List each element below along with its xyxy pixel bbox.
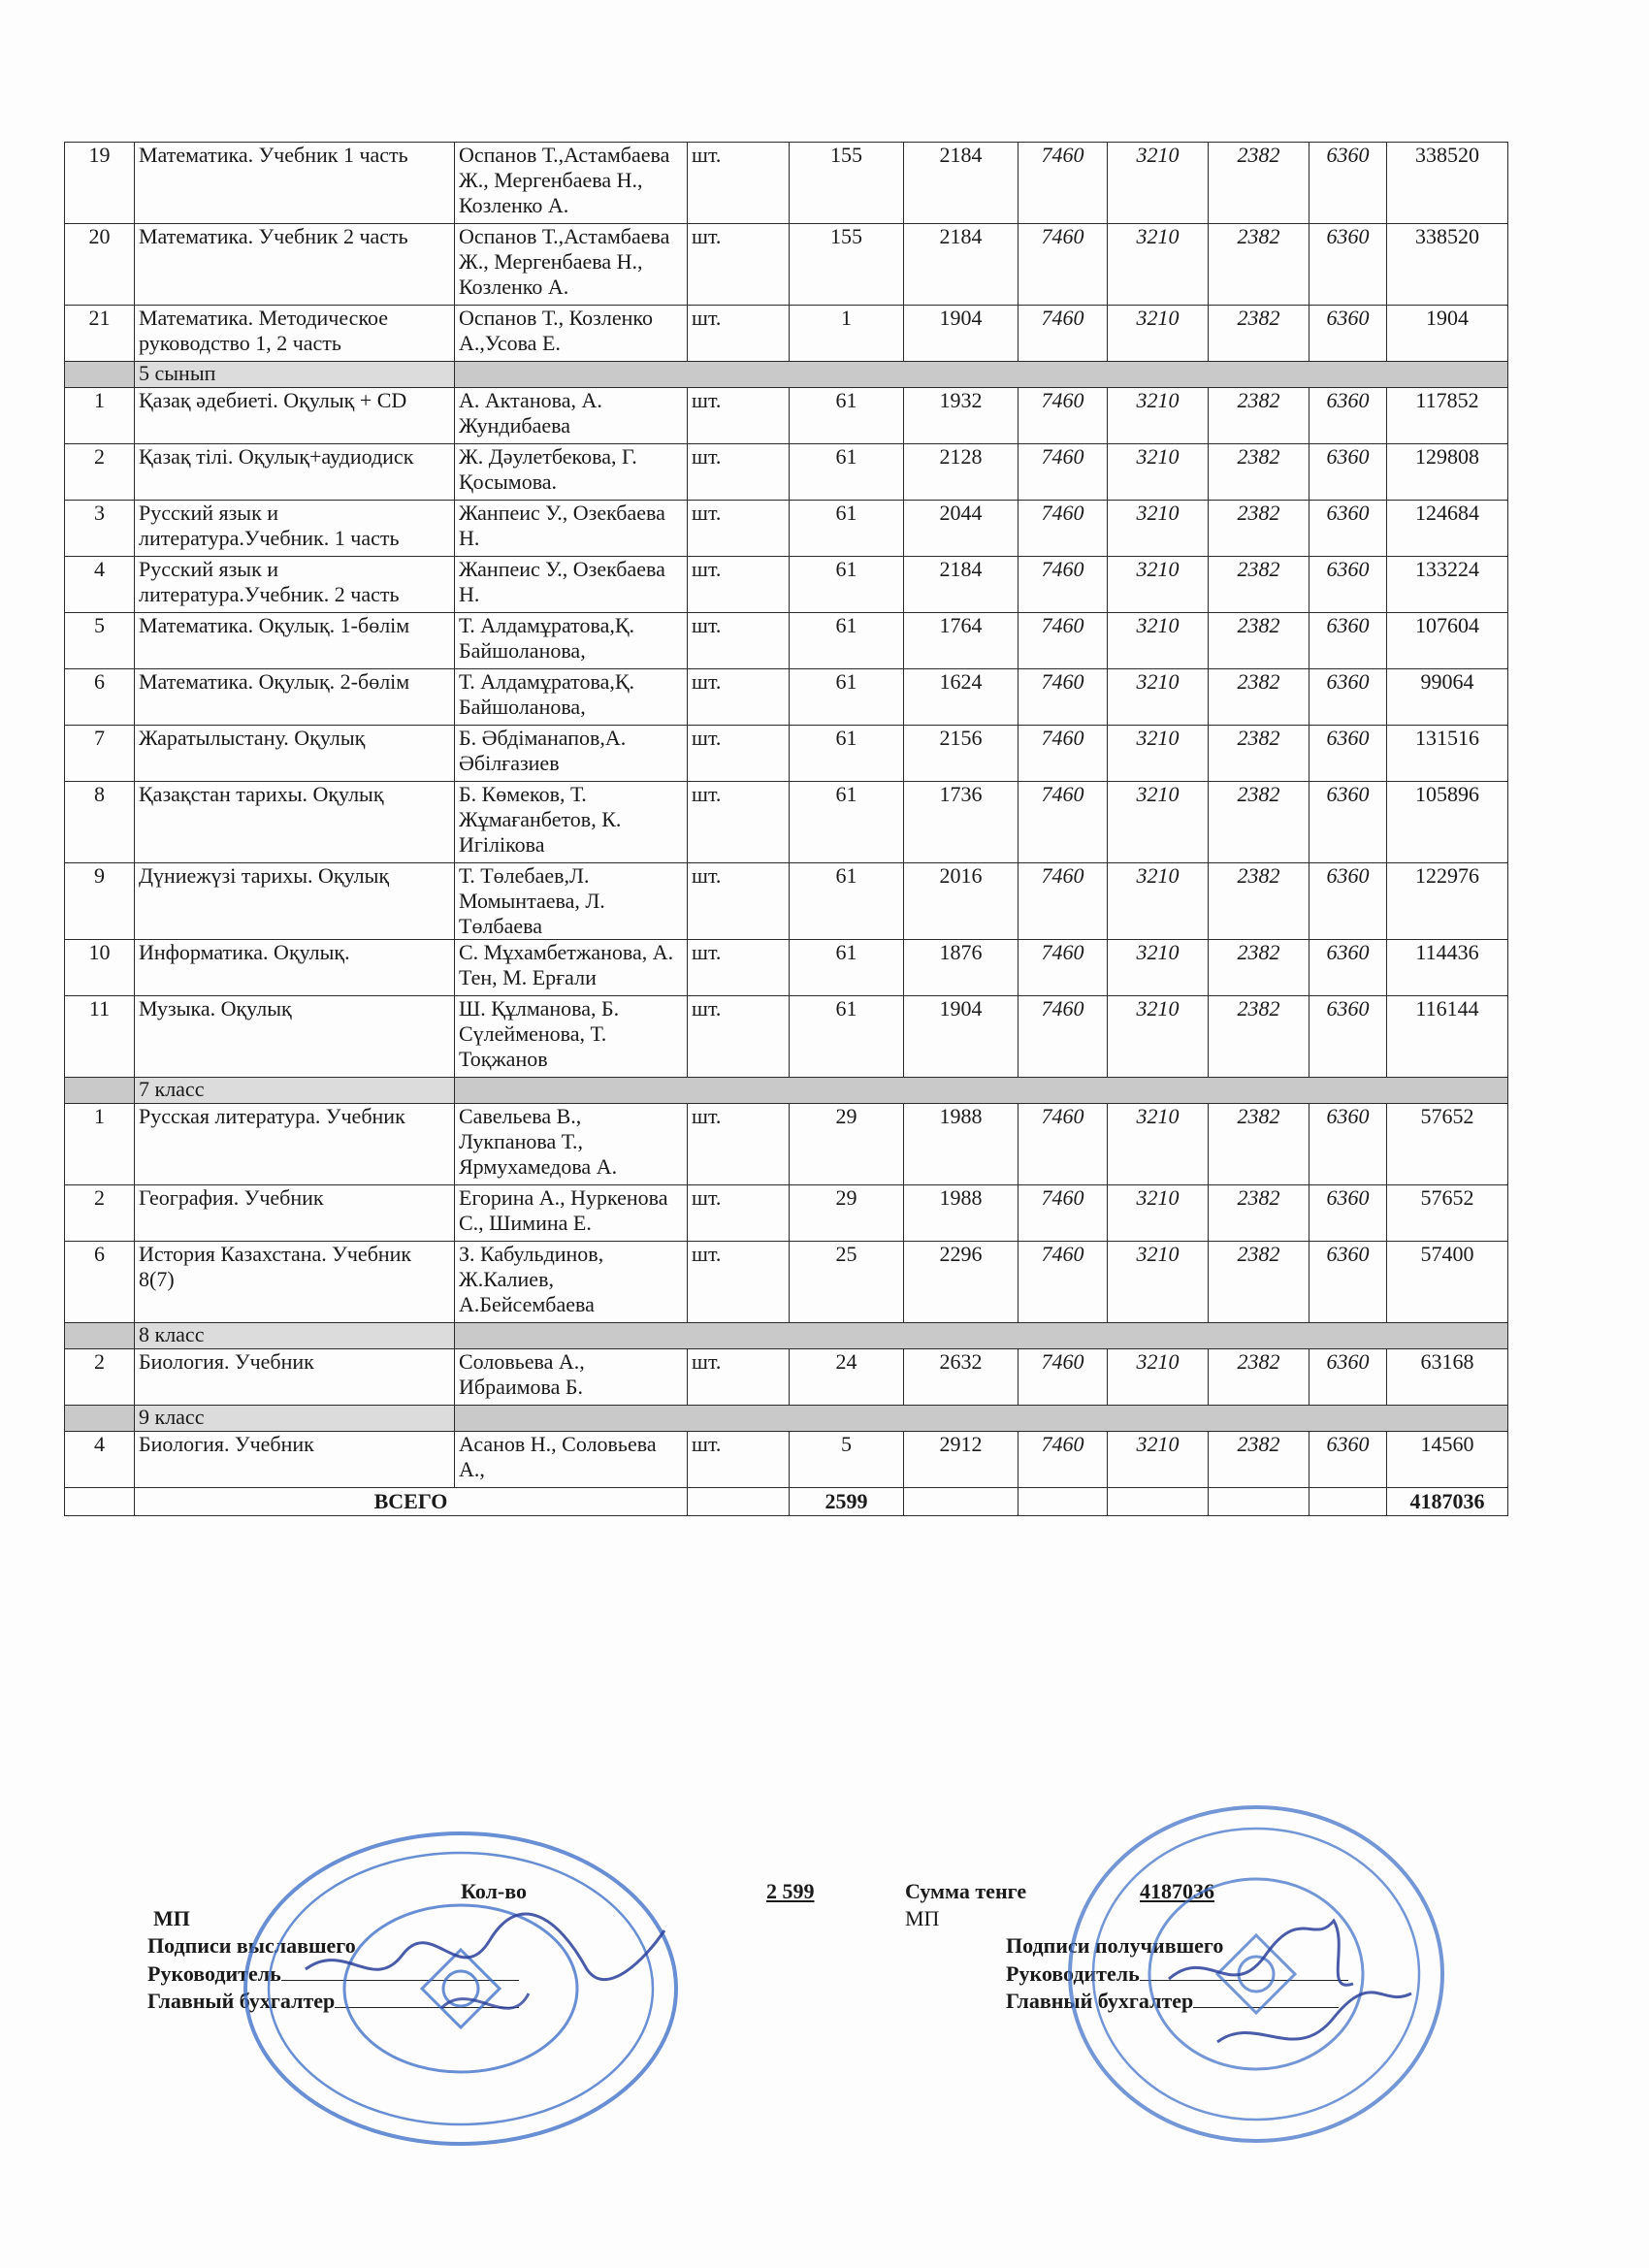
cell-c4: 6360 [1310,1242,1387,1323]
unit: шт. [688,996,790,1078]
cell-c1: 7460 [1018,388,1108,444]
book-title: Дүниежүзі тарихы. Оқулық [135,863,455,940]
cell-price: 2016 [904,863,1018,940]
issuer-accountant: Главный бухгалтер [147,1989,336,2013]
unit: шт. [688,863,790,940]
row-number: 5 [65,613,135,669]
row-number: 20 [65,224,135,306]
cell-price: 2184 [904,143,1018,224]
issuer-head: Руководитель [147,1961,281,1986]
cell-price: 2912 [904,1432,1018,1488]
cell-c3: 2382 [1209,1432,1310,1488]
section-fill-cell [65,1406,135,1432]
book-title: География. Учебник [135,1185,455,1242]
book-title: Информатика. Оқулық. [135,940,455,996]
cell-price: 2184 [904,557,1018,613]
cell-c2: 3210 [1108,1104,1209,1185]
book-authors: Оспанов Т.,Астамбаева Ж., Мергенбаева Н., Козленко А. [455,143,688,224]
section-fill-cell [455,362,1508,388]
book-authors: Асанов Н., Соловьева А., [455,1432,688,1488]
cell-c4: 6360 [1310,306,1387,362]
cell-c3: 2382 [1209,501,1310,557]
kol-vo-label: Кол-во [461,1879,527,1903]
table-row [65,444,1508,501]
table-row [65,1349,1508,1406]
quantity: 61 [790,782,904,863]
book-title: Қазақ әдебиеті. Оқулық + CD [135,388,455,444]
table-row [65,557,1508,613]
cell-c4: 6360 [1310,863,1387,940]
cell-c1: 7460 [1018,1104,1108,1185]
cell-c3: 2382 [1209,1242,1310,1323]
cell-c2: 3210 [1108,444,1209,501]
cell-sum: 117852 [1387,388,1508,444]
book-authors: Жанпеис У., Озекбаева Н. [455,557,688,613]
row-number: 7 [65,726,135,782]
cell-c3: 2382 [1209,1104,1310,1185]
cell-c1: 7460 [1018,726,1108,782]
cell-c2: 3210 [1108,782,1209,863]
section-fill-cell [65,1078,135,1104]
table-row [65,669,1508,726]
quantity: 61 [790,996,904,1078]
cell-c1: 7460 [1018,224,1108,306]
cell-c2: 3210 [1108,306,1209,362]
book-authors: Т. Төлебаев,Л. Момынтаева, Л. Төлбаева [455,863,688,940]
cell-c3: 2382 [1209,306,1310,362]
unit: шт. [688,306,790,362]
row-number: 6 [65,669,135,726]
right-stamp-seal [1062,1799,1450,2149]
cell-price: 1624 [904,669,1018,726]
total-empty-cell [1018,1488,1108,1516]
cell-c3: 2382 [1209,224,1310,306]
cell-c1: 7460 [1018,782,1108,863]
book-title: Қазақ тілі. Оқулық+аудиодиск [135,444,455,501]
table-row [65,224,1508,306]
cell-c3: 2382 [1209,557,1310,613]
cell-c3: 2382 [1209,444,1310,501]
section-header-row [65,1406,1508,1432]
cell-sum: 107604 [1387,613,1508,669]
quantity: 29 [790,1185,904,1242]
quantity: 155 [790,224,904,306]
cell-price: 1736 [904,782,1018,863]
book-authors: Т. Алдамұратова,Қ. Байшоланова, [455,669,688,726]
quantity: 61 [790,444,904,501]
section-fill-cell [455,1078,1508,1104]
quantity: 61 [790,613,904,669]
book-authors: Жанпеис У., Озекбаева Н. [455,501,688,557]
cell-c3: 2382 [1209,669,1310,726]
row-number: 9 [65,863,135,940]
cell-sum: 122976 [1387,863,1508,940]
cell-c2: 3210 [1108,557,1209,613]
quantity: 5 [790,1432,904,1488]
book-title: Русский язык и литература.Учебник. 2 часть [135,557,455,613]
quantity: 61 [790,388,904,444]
book-authors: Ш. Құлманова, Б. Сүлейменова, Т. Тоқжанов [455,996,688,1078]
quantity: 29 [790,1104,904,1185]
issuer-title: Подписи выславшего [147,1933,356,1958]
book-authors: Соловьева А., Ибраимова Б. [455,1349,688,1406]
cell-c2: 3210 [1108,1242,1209,1323]
cell-c4: 6360 [1310,388,1387,444]
cell-c2: 3210 [1108,388,1209,444]
cell-price: 1904 [904,996,1018,1078]
section-name: 5 сынып [135,362,455,388]
table-row [65,863,1508,940]
section-fill-cell [65,1323,135,1349]
cell-price: 2632 [904,1349,1018,1406]
unit: шт. [688,1242,790,1323]
book-authors: А. Актанова, А. Жундибаева [455,388,688,444]
row-number: 11 [65,996,135,1078]
receiver-accountant: Главный бухгалтер [1006,1989,1194,2013]
cell-c2: 3210 [1108,501,1209,557]
table-body [65,143,1508,1516]
row-number: 1 [65,1104,135,1185]
book-title: Биология. Учебник [135,1349,455,1406]
quantity: 61 [790,669,904,726]
mp-right: МП [905,1906,940,1930]
book-authors: Т. Алдамұратова,Қ. Байшоланова, [455,613,688,669]
book-title: Математика. Учебник 1 часть [135,143,455,224]
table-row [65,726,1508,782]
quantity: 25 [790,1242,904,1323]
cell-c2: 3210 [1108,726,1209,782]
row-number: 21 [65,306,135,362]
unit: шт. [688,782,790,863]
quantity: 61 [790,726,904,782]
unit: шт. [688,1432,790,1488]
book-authors: Ж. Дәулетбекова, Г. Қосымова. [455,444,688,501]
cell-c1: 7460 [1018,1432,1108,1488]
book-title: Русский язык и литература.Учебник. 1 часть [135,501,455,557]
cell-c3: 2382 [1209,388,1310,444]
cell-c1: 7460 [1018,306,1108,362]
cell-c1: 7460 [1018,1185,1108,1242]
summa-value: 4187036 [1140,1879,1214,1903]
cell-sum: 63168 [1387,1349,1508,1406]
cell-c1: 7460 [1018,940,1108,996]
receiver-head: Руководитель [1006,1961,1140,1986]
cell-c2: 3210 [1108,613,1209,669]
book-title: Музыка. Оқулық [135,996,455,1078]
total-empty-cell [1209,1488,1310,1516]
cell-sum: 99064 [1387,669,1508,726]
cell-c1: 7460 [1018,557,1108,613]
total-label: ВСЕГО [135,1488,688,1516]
cell-c3: 2382 [1209,613,1310,669]
cell-c4: 6360 [1310,501,1387,557]
cell-c4: 6360 [1310,444,1387,501]
unit: шт. [688,444,790,501]
cell-c4: 6360 [1310,1432,1387,1488]
total-empty-cell [1310,1488,1387,1516]
cell-c1: 7460 [1018,669,1108,726]
cell-sum: 129808 [1387,444,1508,501]
quantity: 61 [790,501,904,557]
book-title: Математика. Оқулық. 1-бөлім [135,613,455,669]
cell-c2: 3210 [1108,863,1209,940]
cell-price: 2128 [904,444,1018,501]
kol-vo-value: 2 599 [766,1879,815,1903]
cell-price: 2156 [904,726,1018,782]
book-title: Қазақстан тарихы. Оқулық [135,782,455,863]
cell-price: 2296 [904,1242,1018,1323]
cell-c2: 3210 [1108,996,1209,1078]
cell-c3: 2382 [1209,1185,1310,1242]
invoice-table [64,142,1508,1516]
unit: шт. [688,388,790,444]
row-number: 1 [65,388,135,444]
total-row [65,1488,1508,1516]
unit: шт. [688,1349,790,1406]
quantity: 61 [790,940,904,996]
unit: шт. [688,613,790,669]
unit: шт. [688,726,790,782]
cell-sum: 14560 [1387,1432,1508,1488]
row-number: 10 [65,940,135,996]
book-title: Русская литература. Учебник [135,1104,455,1185]
unit: шт. [688,940,790,996]
unit: шт. [688,1185,790,1242]
cell-c3: 2382 [1209,726,1310,782]
section-header-row [65,1078,1508,1104]
cell-c2: 3210 [1108,1349,1209,1406]
row-number: 3 [65,501,135,557]
cell-c4: 6360 [1310,1104,1387,1185]
cell-c4: 6360 [1310,557,1387,613]
cell-sum: 57652 [1387,1185,1508,1242]
cell-sum: 57652 [1387,1104,1508,1185]
unit: шт. [688,224,790,306]
table-row [65,388,1508,444]
cell-c4: 6360 [1310,669,1387,726]
cell-sum: 133224 [1387,557,1508,613]
total-empty-cell [1108,1488,1209,1516]
cell-c1: 7460 [1018,863,1108,940]
book-authors: Б. Көмеков, Т. Жұмағанбетов, К. Игілікова [455,782,688,863]
section-name: 8 класс [135,1323,455,1349]
table-row [65,306,1508,362]
book-authors: Оспанов Т.,Астамбаева Ж., Мергенбаева Н., Козленко А. [455,224,688,306]
cell-price: 2044 [904,501,1018,557]
cell-c3: 2382 [1209,782,1310,863]
unit: шт. [688,557,790,613]
section-header-row [65,362,1508,388]
cell-price: 1764 [904,613,1018,669]
book-title: Математика. Методическое руководство 1, 2 часть [135,306,455,362]
section-header-row [65,1323,1508,1349]
row-number: 2 [65,444,135,501]
book-title: Математика. Оқулық. 2-бөлім [135,669,455,726]
cell-c1: 7460 [1018,613,1108,669]
cell-c4: 6360 [1310,940,1387,996]
book-title: История Казахстана. Учебник 8(7) [135,1242,455,1323]
cell-c4: 6360 [1310,1185,1387,1242]
cell-c2: 3210 [1108,669,1209,726]
cell-price: 1904 [904,306,1018,362]
quantity: 61 [790,863,904,940]
book-authors: З. Кабульдинов, Ж.Калиев, А.Бейсембаева [455,1242,688,1323]
total-empty-cell [688,1488,790,1516]
table-row [65,1185,1508,1242]
book-authors: С. Мұхамбетжанова, А. Тен, М. Ерғали [455,940,688,996]
unit: шт. [688,501,790,557]
table-row [65,1432,1508,1488]
section-name: 7 класс [135,1078,455,1104]
cell-c2: 3210 [1108,940,1209,996]
total-sum: 4187036 [1387,1488,1508,1516]
cell-sum: 1904 [1387,306,1508,362]
cell-c3: 2382 [1209,996,1310,1078]
book-authors: Оспанов Т., Козленко А.,Усова Е. [455,306,688,362]
table-row [65,143,1508,224]
book-title: Биология. Учебник [135,1432,455,1488]
section-fill-cell [455,1406,1508,1432]
book-title: Математика. Учебник 2 часть [135,224,455,306]
cell-sum: 57400 [1387,1242,1508,1323]
cell-sum: 338520 [1387,143,1508,224]
quantity: 24 [790,1349,904,1406]
table-row [65,501,1508,557]
summa-label: Сумма тенге [905,1879,1027,1903]
book-authors: Савельева В., Лукпанова Т., Ярмухамедова А. [455,1104,688,1185]
unit: шт. [688,1104,790,1185]
cell-c3: 2382 [1209,1349,1310,1406]
table-row [65,1242,1508,1323]
row-number: 8 [65,782,135,863]
mp-left: МП [153,1906,190,1930]
cell-c3: 2382 [1209,940,1310,996]
cell-price: 1876 [904,940,1018,996]
section-fill-cell [65,362,135,388]
row-number: 4 [65,557,135,613]
table-row [65,996,1508,1078]
cell-price: 1988 [904,1185,1018,1242]
row-number: 6 [65,1242,135,1323]
row-number: 4 [65,1432,135,1488]
cell-c4: 6360 [1310,1349,1387,1406]
cell-sum: 124684 [1387,501,1508,557]
cell-c1: 7460 [1018,501,1108,557]
cell-sum: 105896 [1387,782,1508,863]
cell-sum: 338520 [1387,224,1508,306]
table-row [65,782,1508,863]
row-number: 19 [65,143,135,224]
cell-price: 1988 [904,1104,1018,1185]
cell-sum: 114436 [1387,940,1508,996]
total-empty-cell [904,1488,1018,1516]
unit: шт. [688,669,790,726]
quantity: 155 [790,143,904,224]
cell-c1: 7460 [1018,143,1108,224]
cell-c4: 6360 [1310,782,1387,863]
receiver-title: Подписи получившего [1006,1933,1224,1958]
cell-c2: 3210 [1108,1432,1209,1488]
cell-c4: 6360 [1310,224,1387,306]
section-fill-cell [455,1323,1508,1349]
table-row [65,613,1508,669]
unit: шт. [688,143,790,224]
cell-sum: 116144 [1387,996,1508,1078]
table-row [65,1104,1508,1185]
cell-c1: 7460 [1018,996,1108,1078]
total-empty-cell [65,1488,135,1516]
book-authors: Егорина А., Нуркенова С., Шимина Е. [455,1185,688,1242]
cell-c1: 7460 [1018,444,1108,501]
cell-c4: 6360 [1310,143,1387,224]
book-authors: Б. Әбдіманапов,А. Әбілғазиев [455,726,688,782]
row-number: 2 [65,1349,135,1406]
book-title: Жаратылыстану. Оқулық [135,726,455,782]
cell-c4: 6360 [1310,726,1387,782]
cell-sum: 131516 [1387,726,1508,782]
cell-c1: 7460 [1018,1242,1108,1323]
cell-c3: 2382 [1209,143,1310,224]
quantity: 1 [790,306,904,362]
cell-c1: 7460 [1018,1349,1108,1406]
cell-c2: 3210 [1108,143,1209,224]
table-row [65,940,1508,996]
cell-c2: 3210 [1108,224,1209,306]
row-number: 2 [65,1185,135,1242]
cell-c2: 3210 [1108,1185,1209,1242]
cell-price: 2184 [904,224,1018,306]
total-quantity: 2599 [790,1488,904,1516]
section-name: 9 класс [135,1406,455,1432]
left-stamp-seal [238,1824,684,2154]
cell-c4: 6360 [1310,613,1387,669]
cell-price: 1932 [904,388,1018,444]
cell-c3: 2382 [1209,863,1310,940]
cell-c4: 6360 [1310,996,1387,1078]
quantity: 61 [790,557,904,613]
